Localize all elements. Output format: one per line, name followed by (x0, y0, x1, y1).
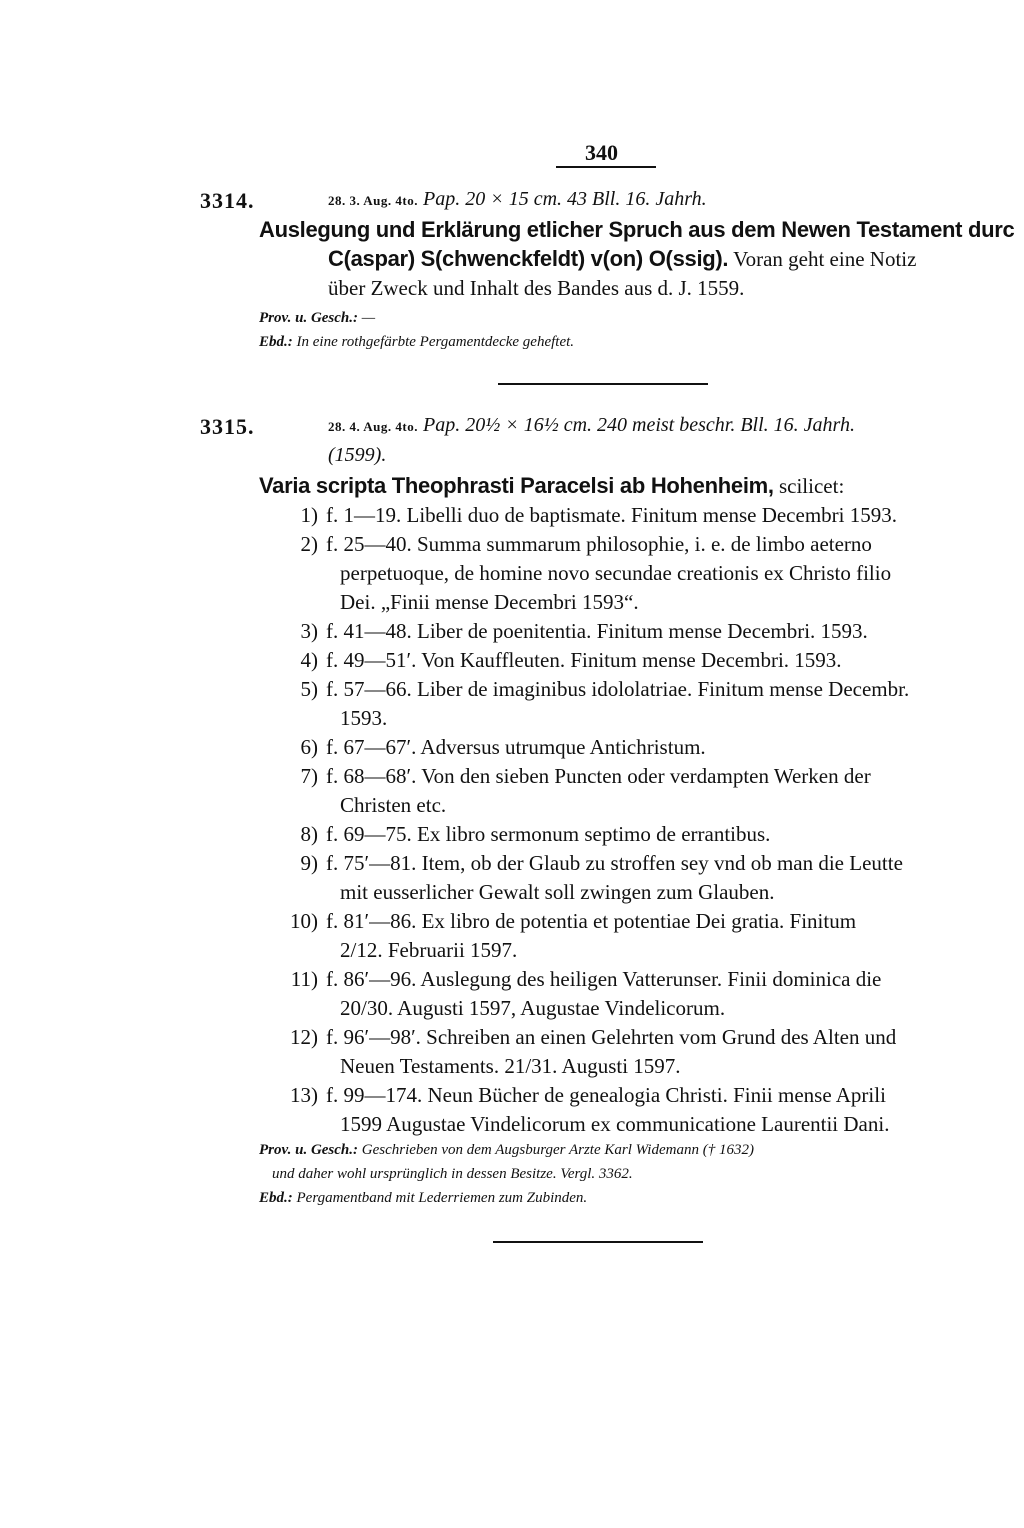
author-name: C(aspar) S(chwenckfeldt) v(on) O(ssig). (328, 246, 729, 271)
provenance-text-cont: und daher wohl ursprünglich in dessen Besitze. Vergl. 3362. (272, 1166, 633, 1182)
item-text: f. 69—75. Ex libro sermonum septimo de errantibus. (326, 822, 771, 846)
item-text-cont: mit eusserlicher Gewalt soll zwingen zum Glauben. (340, 880, 775, 904)
title-note-cont: über Zweck und Inhalt des Bandes aus d. J. 1559. (328, 276, 745, 300)
entry-metadata (328, 414, 855, 437)
item-number: 5) (300, 677, 318, 701)
item-text-cont: Dei. „Finii mense Decembri 1593“. (340, 590, 639, 614)
entry-title-cont (328, 246, 916, 272)
binding-line (259, 334, 574, 351)
item-text-cont: 1593. (340, 706, 388, 730)
entry-number: 3314. (200, 188, 255, 213)
item-text: f. 96′—98′. Schreiben an einen Gelehrten vom Grund des Alten und (326, 1025, 897, 1049)
item-text: f. 99—174. Neun Bücher de genealogia Christi. Finii mense Aprili (326, 1083, 886, 1107)
title-main: Varia scripta Theophrasti Paracelsi ab Hohenheim, (259, 473, 774, 498)
separator-rule (498, 383, 708, 385)
item-text: f. 57—66. Liber de imaginibus idololatriae. Finitum mense Decembr. (326, 677, 910, 701)
item-number: 10) (290, 909, 318, 933)
item-text: f. 81′—86. Ex libro de potentia et potentiae Dei gratia. Finitum (326, 909, 857, 933)
item-number: 8) (300, 822, 318, 846)
item-text-cont: 1599 Augustae Vindelicorum ex communicatione Laurentii Dani. (340, 1112, 890, 1136)
entry-title: Auslegung und Erklärung etlicher Spruch aus dem Newen Testament durc (259, 217, 1015, 242)
item-number: 7) (300, 764, 318, 788)
item-number: 2) (300, 532, 318, 556)
physical-description-cont (328, 444, 386, 467)
separator-rule (493, 1241, 703, 1243)
item-text: f. 86′—96. Auslegung des heiligen Vatterunser. Finii dominica die (326, 967, 882, 991)
entry-number: 3315. (200, 414, 255, 439)
item-text-cont: perpetuoque, de homine novo secundae creationis ex Christo filio (340, 561, 892, 585)
item-number: 13) (290, 1083, 318, 1107)
physical-description: Pap. 20½ × 16½ cm. 240 meist beschr. Bll. 16. Jahrh. (422, 414, 855, 436)
physical-description: Pap. 20 × 15 cm. 43 Bll. 16. Jahrh. (422, 188, 707, 210)
item-text: f. 25—40. Summa summarum philosophie, i. e. de limbo aeterno (326, 532, 872, 556)
provenance-text: Geschrieben von dem Augsburger Arzte Karl Widemann († 1632) (361, 1142, 754, 1158)
item-text: f. 1—19. Libelli duo de baptismate. Finitum mense Decembri 1593. (326, 503, 897, 527)
binding-label: Ebd.: (259, 334, 293, 350)
item-number: 6) (300, 735, 318, 759)
shelfmark: 28. 4. Aug. 4to. (328, 419, 418, 434)
entry-metadata (328, 188, 707, 211)
item-text-cont: 2/12. Februarii 1597. (340, 938, 518, 962)
item-text: f. 41—48. Liber de poenitentia. Finitum mense Decembri. 1593. (326, 619, 868, 643)
binding-line (259, 1190, 587, 1207)
binding-text: Pergamentband mit Lederriemen zum Zubinden. (296, 1190, 588, 1206)
item-number: 1) (300, 503, 318, 527)
item-text: f. 68—68′. Von den sieben Puncten oder verdampten Werken der (326, 764, 871, 788)
item-number: 3) (300, 619, 318, 643)
page-number: 340 (585, 140, 618, 165)
provenance-line (259, 310, 375, 327)
binding-label: Ebd.: (259, 1190, 293, 1206)
provenance-label: Prov. u. Gesch.: (259, 1142, 359, 1158)
item-number: 4) (300, 648, 318, 672)
title-note: Voran geht eine Notiz (733, 247, 917, 271)
item-text: f. 49—51′. Von Kauffleuten. Finitum mense Decembri. 1593. (326, 648, 842, 672)
item-number: 12) (290, 1025, 318, 1049)
page-number-rule (556, 166, 656, 168)
title-suffix: scilicet: (778, 474, 845, 498)
item-number: 9) (300, 851, 318, 875)
provenance-text: — (361, 310, 376, 326)
entry-title (259, 473, 844, 499)
item-text: f. 67—67′. Adversus utrumque Antichristum. (326, 735, 706, 759)
item-text-cont: 20/30. Augusti 1597, Augustae Vindelicorum. (340, 996, 726, 1020)
binding-text: In eine rothgefärbte Pergamentdecke geheftet. (296, 334, 575, 350)
item-text-cont: Christen etc. (340, 793, 447, 817)
provenance-label: Prov. u. Gesch.: (259, 310, 359, 326)
provenance-line (259, 1142, 754, 1159)
item-number: 11) (290, 967, 318, 991)
item-text-cont: Neuen Testaments. 21/31. Augusti 1597. (340, 1054, 681, 1078)
shelfmark: 28. 3. Aug. 4to. (328, 193, 418, 208)
date-range: (1599). (328, 444, 387, 466)
item-text: f. 75′—81. Item, ob der Glaub zu stroffen sey vnd ob man die Leutte (326, 851, 903, 875)
